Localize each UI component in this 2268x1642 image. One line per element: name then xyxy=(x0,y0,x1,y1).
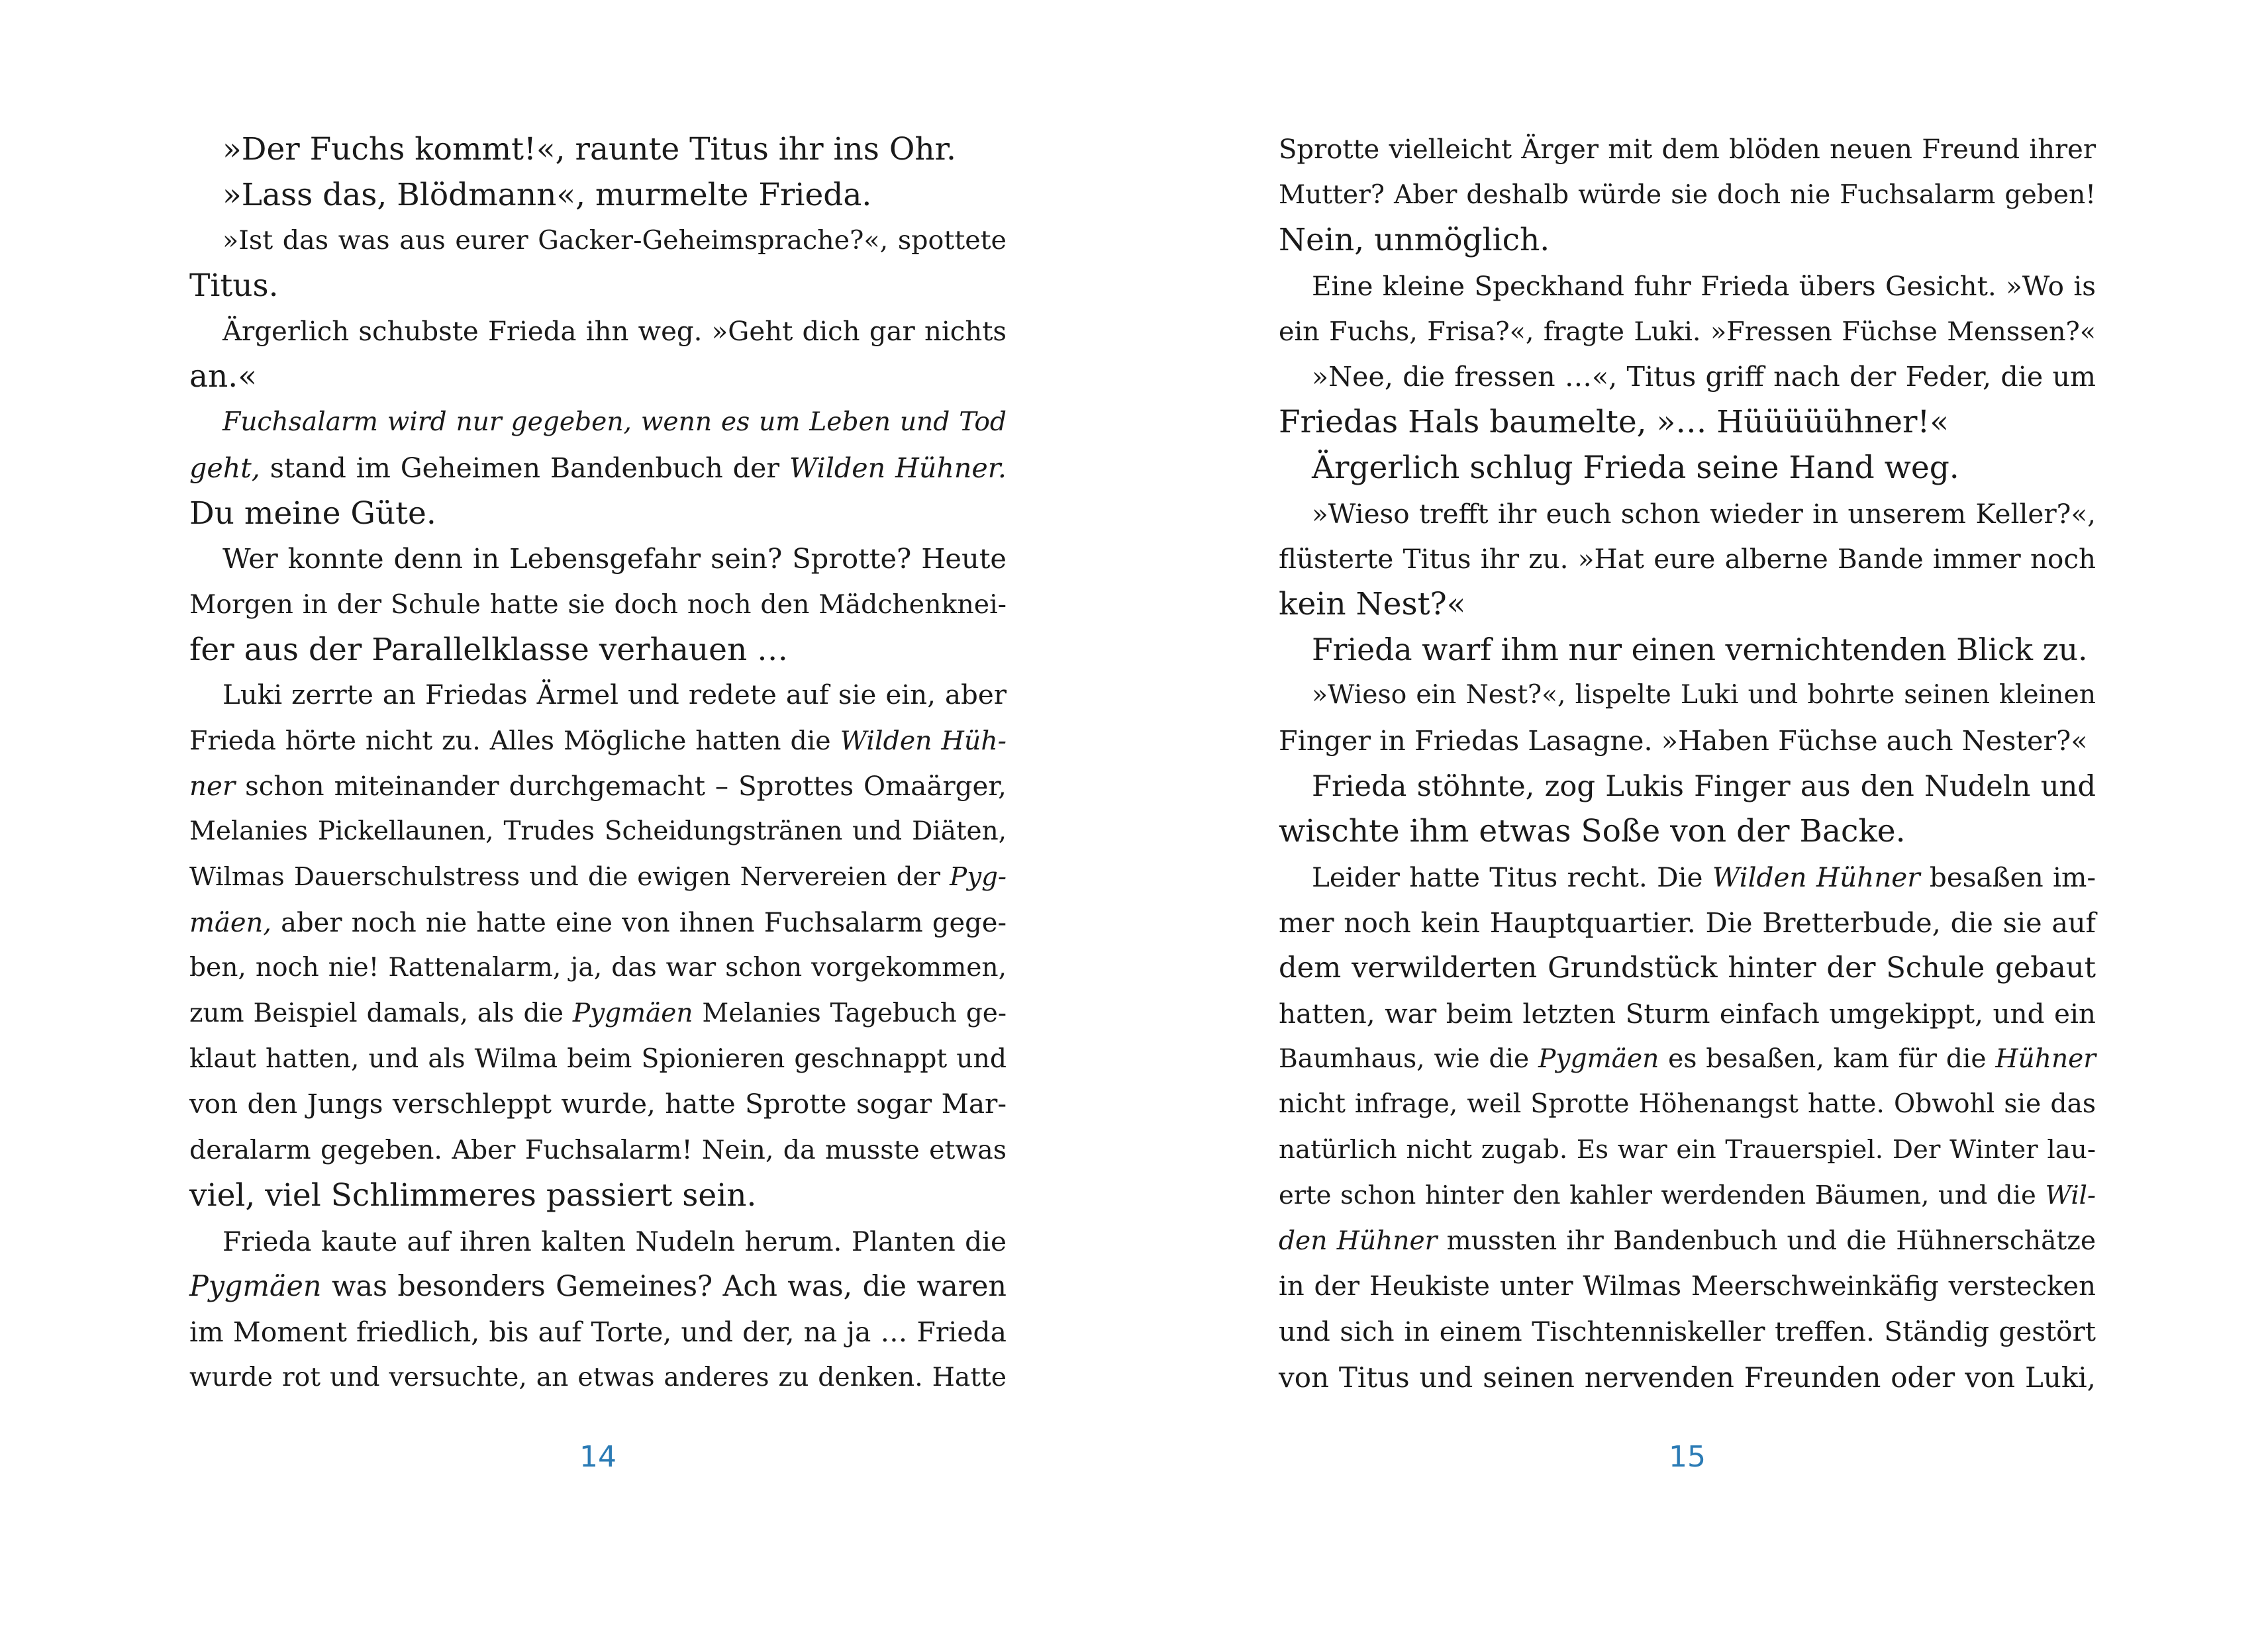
text-line: dem verwilderten Grundstück hinter der Schule gebaut xyxy=(1279,951,2096,985)
text-line: »Wieso ein Nest?«, lispelte Luki und bohrte seinen kleinen xyxy=(1312,680,2096,710)
text-line: in der Heukiste unter Wilmas Meerschweinkäfig verstecken xyxy=(1279,1271,2096,1302)
text-line: ben, noch nie! Rattenalarm, ja, das war schon vorgekommen, xyxy=(189,953,1007,983)
text-line: viel, viel Schlimmeres passiert sein. xyxy=(189,1177,757,1214)
text-line: mäen, aber noch nie hatte eine von ihnen Fuchsalarm gege- xyxy=(189,907,1007,938)
text-line: Friedas Hals baumelte, »… Hüüüüühner!« xyxy=(1279,404,1949,441)
text-line: erte schon hinter den kahler werdenden Bäumen, und die Wil- xyxy=(1279,1180,2096,1210)
text-line: »Der Fuchs kommt!«, raunte Titus ihr ins Ohr. xyxy=(222,131,956,168)
left-page-number: 14 xyxy=(579,1440,616,1474)
text-line: Luki zerrte an Friedas Ärmel und redete auf sie ein, aber xyxy=(222,679,1007,711)
text-line: klaut hatten, und als Wilma beim Spionieren geschnappt und xyxy=(189,1043,1007,1074)
text-line: zum Beispiel damals, als die Pygmäen Melanies Tagebuch ge- xyxy=(189,998,1007,1029)
text-line: und sich in einem Tischtenniskeller treffen. Ständig gestört xyxy=(1279,1316,2096,1347)
text-line: im Moment friedlich, bis auf Torte, und der, na ja … Frieda xyxy=(189,1316,1007,1348)
text-line: deralarm gegeben. Aber Fuchsalarm! Nein, da musste etwas xyxy=(189,1135,1007,1166)
text-line: »Wieso trefft ihr euch schon wieder in unserem Keller?«, xyxy=(1312,497,2096,530)
text-line: Nein, unmöglich. xyxy=(1279,222,1550,259)
text-line: Wilmas Dauerschulstress und die ewigen Nervereien der Pyg- xyxy=(189,862,1007,892)
text-line: »Ist das was aus eurer Gacker-Geheimsprache?«, spottete xyxy=(222,225,1007,256)
text-line: natürlich nicht zugab. Es war ein Trauerspiel. Der Winter lau- xyxy=(1279,1135,2096,1165)
text-line: Leider hatte Titus recht. Die Wilden Hühner besaßen im- xyxy=(1312,861,2096,893)
text-line: an.« xyxy=(189,358,257,395)
text-line: Sprotte vielleicht Ärger mit dem blöden neuen Freund ihrer xyxy=(1279,134,2096,165)
text-line: wischte ihm etwas Soße von der Backe. xyxy=(1279,813,1906,850)
text-line: Titus. xyxy=(189,267,279,305)
text-line: Baumhaus, wie die Pygmäen es besaßen, kam für die Hühner xyxy=(1279,1043,2096,1074)
text-line: ner schon miteinander durchgemacht – Sprottes Omaärger, xyxy=(189,770,1007,802)
text-line: Frieda kaute auf ihren kalten Nudeln herum. Planten die xyxy=(222,1225,1007,1257)
right-page-text xyxy=(1279,127,2096,1400)
text-line: fer aus der Parallelklasse verhauen … xyxy=(189,631,789,668)
text-line: Mutter? Aber deshalb würde sie doch nie Fuchsalarm geben! xyxy=(1279,179,2096,210)
text-line: »Lass das, Blödmann«, murmelte Frieda. xyxy=(222,176,872,213)
text-line: Frieda warf ihm nur einen vernichtenden Blick zu. xyxy=(1312,632,2088,667)
text-line: Wer konnte denn in Lebensgefahr sein? Sprotte? Heute xyxy=(222,542,1007,575)
text-line: Frieda hörte nicht zu. Alles Mögliche hatten die Wilden Hüh- xyxy=(189,725,1007,756)
text-line: Pygmäen was besonders Gemeines? Ach was, die waren xyxy=(189,1270,1007,1304)
left-page-text xyxy=(189,127,1007,1400)
right-page xyxy=(1134,0,2267,1642)
text-line: Fuchsalarm wird nur gegeben, wenn es um Leben und Tod xyxy=(222,407,1007,438)
text-line: flüsterte Titus ihr zu. »Hat eure alberne Bande immer noch xyxy=(1279,543,2096,575)
text-line: mer noch kein Hauptquartier. Die Bretterbude, die sie auf xyxy=(1279,906,2096,939)
text-line: Eine kleine Speckhand fuhr Frieda übers Gesicht. »Wo is xyxy=(1312,270,2096,303)
text-line: Frieda stöhnte, zog Lukis Finger aus den Nudeln und xyxy=(1312,769,2096,803)
text-line: Finger in Friedas Lasagne. »Haben Füchse auch Nester?« xyxy=(1279,724,2088,757)
text-line: Du meine Güte. xyxy=(189,495,436,532)
text-line: wurde rot und versuchte, an etwas anderes zu denken. Hatte xyxy=(189,1362,1007,1392)
right-page-number: 15 xyxy=(1669,1440,1706,1474)
text-line: hatten, war beim letzten Sturm einfach umgekippt, und ein xyxy=(1279,998,2096,1030)
text-line: Melanies Pickellaunen, Trudes Scheidungstränen und Diäten, xyxy=(189,816,1007,847)
text-line: ein Fuchs, Frisa?«, fragte Luki. »Fressen Füchse Menssen?« xyxy=(1279,316,2096,347)
text-line: nicht infrage, weil Sprotte Höhenangst hatte. Obwohl sie das xyxy=(1279,1089,2096,1120)
text-line: »Nee, die fressen …«, Titus griff nach der Feder, die um xyxy=(1312,361,2096,393)
text-line: den Hühner mussten ihr Bandenbuch und die Hühnerschätze xyxy=(1279,1226,2096,1256)
text-line: Ärgerlich schlug Frieda seine Hand weg. xyxy=(1312,449,1959,486)
text-line: kein Nest?« xyxy=(1279,585,1466,622)
text-line: geht, stand im Geheimen Bandenbuch der Wilden Hühner. xyxy=(189,452,1007,484)
text-line: Morgen in der Schule hatte sie doch noch den Mädchenknei- xyxy=(189,589,1007,620)
text-line: von den Jungs verschleppt wurde, hatte Sprotte sogar Mar- xyxy=(189,1088,1007,1120)
text-line: von Titus und seinen nervenden Freunden oder von Luki, xyxy=(1279,1361,2096,1394)
text-line: Ärgerlich schubste Frieda ihn weg. »Geht dich gar nichts xyxy=(222,316,1007,347)
